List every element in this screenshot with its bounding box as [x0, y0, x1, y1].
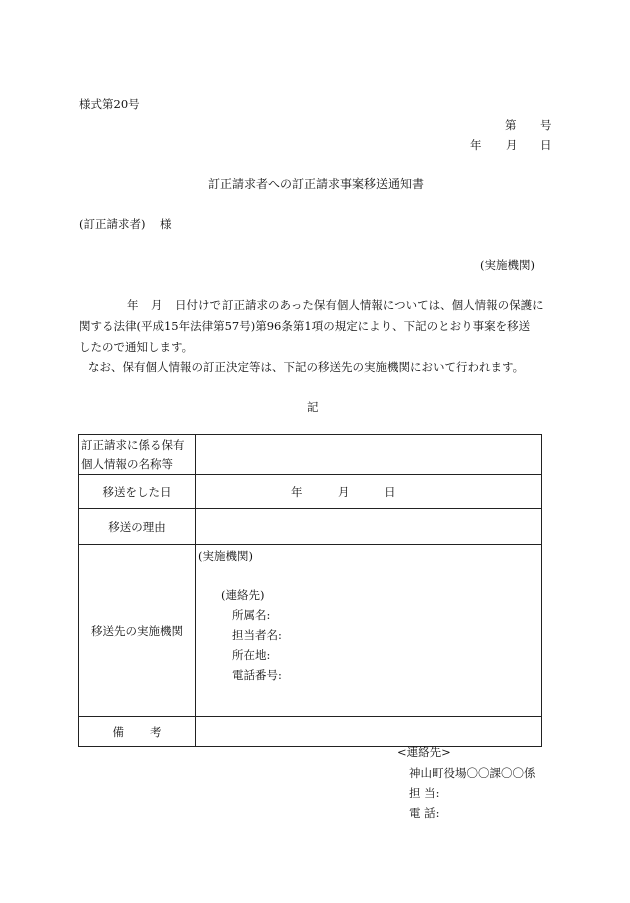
date-month: 月	[506, 138, 518, 152]
footer-staff: 担 当:	[409, 786, 440, 800]
body-date-day: 日付けで	[175, 298, 221, 312]
destination-dept: 所属名:	[232, 608, 271, 622]
info-name-label-line2: 個人情報の名称等	[81, 456, 173, 471]
remarks-label-a: 備	[112, 724, 124, 739]
transfer-reason-label: 移送の理由	[79, 509, 196, 545]
info-name-label-line1: 訂正請求に係る保有	[81, 437, 185, 452]
destination-agency-value	[196, 545, 542, 717]
table-row	[79, 435, 542, 475]
footer-phone: 電 話:	[409, 806, 440, 820]
transfer-date-value	[196, 475, 542, 509]
table-row	[79, 717, 542, 747]
body-line3: したので通知します。	[79, 340, 194, 354]
table-row	[79, 545, 542, 717]
transfer-reason-value	[196, 509, 542, 545]
form-number: 様式第20号	[79, 97, 140, 111]
doc-number-suffix: 号	[540, 118, 552, 132]
addressee-honorific: 様	[160, 217, 172, 231]
addressee-name: (訂正請求者)	[79, 217, 146, 231]
body-line1: 訂正請求のあった保有個人情報については、個人情報の保護に	[222, 298, 544, 312]
destination-agency-label: 移送先の実施機関	[79, 545, 196, 717]
body-para2: なお、保有個人情報の訂正決定等は、下記の移送先の実施機関において行われます。	[88, 360, 525, 374]
footer-office: 神山町役場〇〇課〇〇係	[409, 766, 536, 780]
body-date-year: 年	[127, 298, 139, 312]
date-day: 日	[540, 138, 552, 152]
destination-person: 担当者名:	[232, 628, 282, 642]
remarks-value	[196, 717, 542, 747]
info-name-label	[79, 435, 196, 475]
destination-contact-heading: (連絡先)	[221, 588, 265, 602]
transfer-date-label: 移送をした日	[79, 475, 196, 509]
transfer-date-month: 月	[338, 484, 350, 499]
footer-heading: <連絡先>	[397, 745, 451, 759]
table-row	[79, 509, 542, 545]
remarks-label-b: 考	[150, 724, 162, 739]
info-name-value	[196, 435, 542, 475]
destination-agency-name: (実施機関)	[198, 549, 253, 563]
table-row	[79, 475, 542, 509]
transfer-date-day: 日	[384, 484, 396, 499]
transfer-date-year: 年	[291, 484, 303, 499]
date-year: 年	[470, 138, 482, 152]
remarks-label	[79, 717, 196, 747]
issuer-agency: (実施機関)	[480, 258, 535, 272]
body-line2: 関する法律(平成15年法律第57号)第96条第1項の規定により、下記のとおり事案を移送	[79, 319, 531, 333]
destination-phone: 電話番号:	[232, 668, 282, 682]
notice-table	[78, 434, 542, 747]
body-date-month: 月	[151, 298, 163, 312]
doc-number-prefix: 第	[505, 118, 517, 132]
ki-heading: 記	[307, 400, 319, 414]
document-title: 訂正請求者への訂正請求事案移送通知書	[208, 177, 425, 191]
destination-address: 所在地:	[232, 648, 271, 662]
